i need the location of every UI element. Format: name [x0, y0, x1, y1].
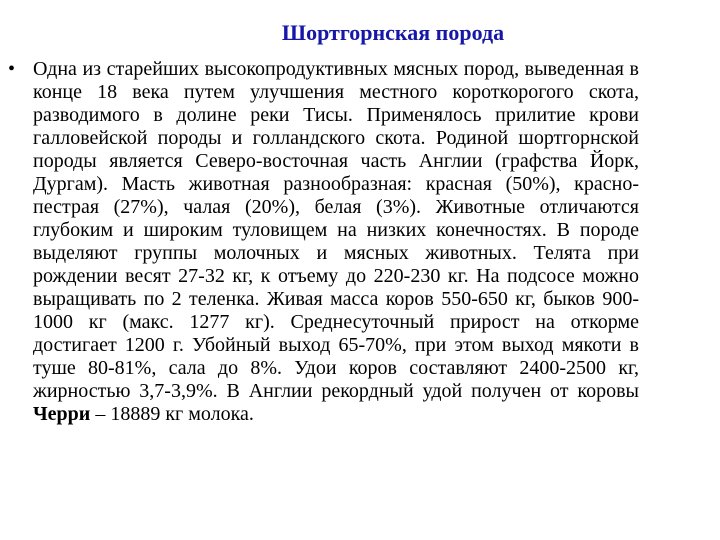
body-paragraph	[33, 58, 639, 426]
bullet-marker: •	[8, 58, 16, 80]
body-text-main: Одна из старейших высокопродуктивных мясных пород, выведенная в конце 18 века путем улучшения местного короткорогого скота, разводимого в долине реки Тисы. Применялось прилитие крови галловейской породы и голландского скота. Родиной шортгорнской породы является Северо-восточная часть Англии (графства Йорк, Дургам). Масть животная разнообразная: красная (50%), красно-пестрая (27%), чалая (20%), белая (3%). Животные отличаются глубоким и широким туловищем на низких конечностях. В породе выделяют группы молочных и мясных животных. Телята при рождении весят 27-32 кг, к отъему до 220-230 кг. На подсосе можно выращивать по 2 теленка. Живая масса коров 550-650 кг, быков 900-1000 кг (макс. 1277 кг). Среднесуточный прирост на откорме достигает 1200 г. Убойный выход 65-70%, при этом выход мякоти в туше 80-81%, сала до 8%. Удои коров составляют 2400-2500 кг, жирностью 3,7-3,9%. В Англии рекордный удой получен от коровы	[33, 58, 639, 402]
cow-name-bold: Черри	[33, 403, 91, 425]
body-text-end: – 18889 кг молока.	[90, 403, 254, 425]
slide-title: Шортгорнская порода	[281, 20, 505, 45]
